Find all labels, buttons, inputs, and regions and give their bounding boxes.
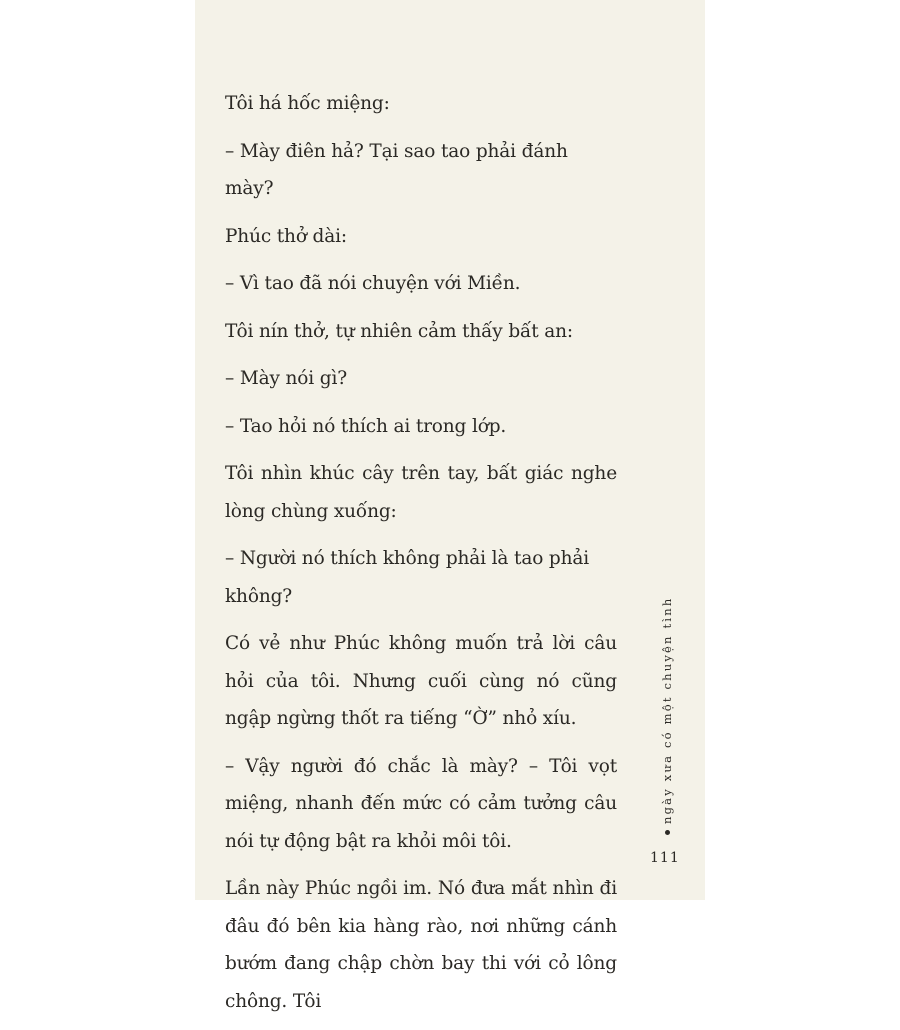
bullet-icon xyxy=(665,830,670,835)
paragraph: Có vẻ như Phúc không muốn trả lời câu hỏi của tôi. Nhưng cuối cùng nó cũng ngập ngừng thốt ra tiếng “Ờ” nhỏ xíu. xyxy=(225,633,617,729)
body-text xyxy=(225,85,617,1030)
paragraph: Tôi há hốc miệng: xyxy=(225,93,390,114)
paragraph: Tôi nhìn khúc cây trên tay, bất giác nghe lòng chùng xuống: xyxy=(225,463,617,522)
paragraph: Tôi nín thở, tự nhiên cảm thấy bất an: xyxy=(225,320,573,342)
paragraph: Lần này Phúc ngồi im. Nó đưa mắt nhìn đi đâu đó bên kia hàng rào, nơi những cánh bướm đang chập chờn bay thi với cỏ lông chông. Tôi xyxy=(225,878,617,1012)
paragraph: – Tao hỏi nó thích ai trong lớp. xyxy=(225,415,507,437)
paragraph: – Vậy người đó chắc là mày? – Tôi vọt miệng, nhanh đến mức có cảm tưởng câu nói tự động bật ra khỏi môi tôi. xyxy=(225,755,617,852)
book-page xyxy=(195,0,705,1012)
paragraph: – Mày nói gì? xyxy=(225,368,348,389)
paragraph: – Vì tao đã nói chuyện với Miền. xyxy=(225,273,521,294)
paragraph: Phúc thở dài: xyxy=(225,225,347,247)
paragraph: – Người nó thích không phải là tao phải không? xyxy=(225,548,590,607)
running-head xyxy=(660,597,674,835)
page-number: 111 xyxy=(650,850,680,866)
paragraph: – Mày điên hả? Tại sao tao phải đánh mày? xyxy=(225,140,568,199)
running-head-title: ngày xưa có một chuyện tình xyxy=(660,596,674,824)
